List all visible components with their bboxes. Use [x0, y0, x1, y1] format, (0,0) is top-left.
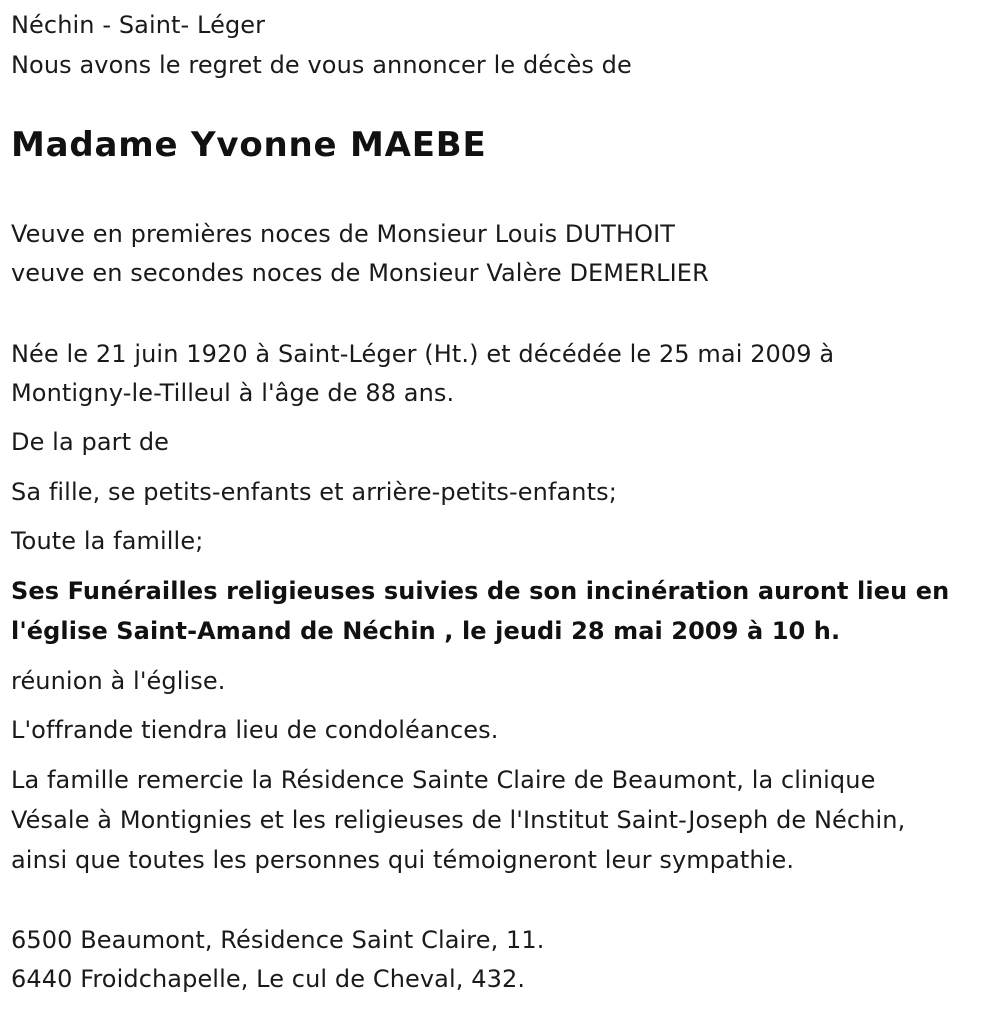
funeral-line-2: l'église Saint-Amand de Néchin , le jeudi 28 mai 2009 à 10 h. [11, 617, 841, 645]
family-line: Toute la famille; [11, 527, 204, 555]
funeral-line-1: Ses Funérailles religieuses suivies de son incinération auront lieu en [11, 577, 950, 605]
offering-line: L'offrande tiendra lieu de condoléances. [11, 716, 499, 744]
birth-death-line-2: Montigny-le-Tilleul à l'âge de 88 ans. [11, 379, 455, 407]
address-line-2: 6440 Froidchapelle, Le cul de Cheval, 432. [11, 965, 526, 993]
thanks-line-3: ainsi que toutes les personnes qui témoigneront leur sympathie. [11, 846, 795, 874]
second-marriage-line: veuve en secondes noces de Monsieur Valère DEMERLIER [11, 259, 709, 287]
birth-death-line-1: Née le 21 juin 1920 à Saint-Léger (Ht.) et décédée le 25 mai 2009 à [11, 340, 835, 368]
thanks-line-1: La famille remercie la Résidence Sainte Claire de Beaumont, la clinique [11, 766, 876, 794]
meeting-line: réunion à l'église. [11, 667, 226, 695]
children-line: Sa fille, se petits-enfants et arrière-petits-enfants; [11, 478, 617, 506]
address-line-1: 6500 Beaumont, Résidence Saint Claire, 11. [11, 926, 545, 954]
from-line: De la part de [11, 428, 170, 456]
first-marriage-line: Veuve en premières noces de Monsieur Louis DUTHOIT [11, 220, 676, 248]
intro-line: Nous avons le regret de vous annoncer le décès de [11, 51, 632, 79]
location-line: Néchin - Saint- Léger [11, 11, 266, 39]
deceased-name: Madame Yvonne MAEBE [11, 125, 487, 165]
thanks-line-2: Vésale à Montignies et les religieuses de l'Institut Saint-Joseph de Néchin, [11, 806, 906, 834]
